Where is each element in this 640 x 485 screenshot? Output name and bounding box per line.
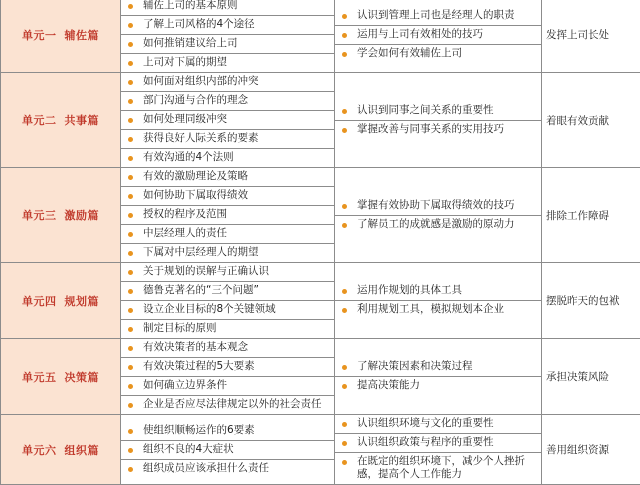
bullet-icon (128, 137, 133, 142)
goal-cell (335, 168, 542, 263)
bullet-icon (128, 467, 133, 472)
content-cell (121, 339, 335, 415)
bullet-icon (128, 118, 133, 123)
goal-list (335, 102, 541, 139)
unit-name: 规划篇 (64, 295, 101, 308)
content-item (121, 358, 334, 377)
content-text: 德鲁克著名的“三个问题” (143, 284, 259, 296)
unit-row (1, 339, 640, 415)
content-list (121, 263, 334, 338)
goal-item (335, 377, 541, 395)
unit-name: 组织篇 (64, 444, 101, 457)
content-item (121, 111, 334, 130)
content-item (121, 377, 334, 396)
content-text: 有效决策过程的5大要素 (143, 360, 255, 372)
unit-label-cell (1, 73, 121, 168)
outcome-cell: 摆脱昨天的包袱 (542, 263, 640, 339)
unit-name: 辅佐篇 (64, 29, 101, 42)
content-text: 下属对中层经理人的期望 (143, 246, 259, 258)
content-item (121, 206, 334, 225)
content-item (121, 301, 334, 320)
bullet-icon (128, 346, 133, 351)
bullet-icon (128, 156, 133, 161)
bullet-icon (342, 460, 347, 465)
unit-label-cell (1, 415, 121, 485)
goal-item (335, 216, 541, 234)
bullet-icon (342, 422, 347, 427)
goal-text: 学会如何有效辅佐上司 (357, 47, 462, 59)
goal-item (335, 26, 541, 45)
bullet-icon (342, 289, 347, 294)
content-cell (121, 73, 335, 168)
goal-list (335, 7, 541, 63)
content-cell (121, 168, 335, 263)
goal-text: 在既定的组织环境下，减少个人挫折感，提高个人工作能力 (357, 455, 525, 480)
unit-number: 单元四 (21, 295, 58, 308)
goal-item (335, 301, 541, 319)
goal-text: 认识组织政策与程序的重要性 (357, 436, 494, 448)
content-text: 制定目标的原则 (143, 322, 217, 334)
goal-item (335, 197, 541, 216)
goal-text: 利用规划工具，模拟规划本企业 (357, 303, 504, 315)
content-text: 如何推销建议给上司 (143, 37, 238, 49)
bullet-icon (342, 204, 347, 209)
content-text: 使组织顺畅运作的6要素 (143, 424, 255, 436)
content-item (121, 244, 334, 262)
unit-label-cell (1, 263, 121, 339)
content-item (121, 225, 334, 244)
goal-text: 运用与上司有效相处的技巧 (357, 28, 483, 40)
goal-list (335, 358, 541, 395)
goal-item (335, 45, 541, 63)
content-item (121, 149, 334, 167)
content-item (121, 263, 334, 282)
unit-number: 单元一 (21, 29, 58, 42)
goal-text: 掌握有效协助下属取得绩效的技巧 (357, 199, 515, 211)
content-text: 关于规划的误解与正确认识 (143, 265, 269, 277)
outcome-cell: 承担决策风险 (542, 339, 640, 415)
content-text: 如何面对组织内部的冲突 (143, 75, 259, 87)
outcome-cell: 排除工作障碍 (542, 168, 640, 263)
content-item (121, 422, 334, 441)
content-text: 部门沟通与合作的理念 (143, 94, 248, 106)
outcome-cell: 发挥上司长处 (542, 0, 640, 73)
goal-text: 掌握改善与同事关系的实用技巧 (357, 123, 504, 135)
goal-list (335, 197, 541, 234)
unit-name: 共事篇 (64, 114, 101, 127)
content-text: 获得良好人际关系的要素 (143, 132, 259, 144)
outcome-cell: 善用组织资源 (542, 415, 640, 485)
goal-cell (335, 73, 542, 168)
bullet-icon (342, 52, 347, 57)
content-item (121, 130, 334, 149)
goal-list (335, 415, 541, 484)
content-item (121, 460, 334, 478)
bullet-icon (128, 384, 133, 389)
goal-text: 认识到管理上司也是经理人的职责 (357, 9, 515, 21)
unit-label-cell (1, 0, 121, 73)
goal-cell (335, 263, 542, 339)
content-item (121, 282, 334, 301)
goal-cell (335, 339, 542, 415)
content-item (121, 35, 334, 54)
bullet-icon (128, 365, 133, 370)
unit-row (1, 168, 640, 263)
bullet-icon (128, 99, 133, 104)
content-list (121, 0, 334, 72)
unit-number: 单元三 (21, 209, 58, 222)
unit-row (1, 263, 640, 339)
unit-number: 单元六 (21, 444, 58, 457)
bullet-icon (342, 308, 347, 313)
content-text: 了解上司风格的4个途径 (143, 18, 255, 30)
content-text: 企业是否应尽法律规定以外的社会责任 (143, 398, 322, 410)
goal-cell (335, 0, 542, 73)
goal-text: 了解决策因素和决策过程 (357, 360, 473, 372)
goal-item (335, 434, 541, 453)
content-cell (121, 0, 335, 73)
outcome-cell: 着眼有效贡献 (542, 73, 640, 168)
bullet-icon (128, 213, 133, 218)
bullet-icon (342, 33, 347, 38)
content-text: 授权的程序及范围 (143, 208, 227, 220)
goal-text: 认识到同事之间关系的重要性 (357, 104, 494, 116)
goal-item (335, 121, 541, 139)
content-item (121, 320, 334, 338)
content-item (121, 54, 334, 72)
goal-text: 了解员工的成就感是激励的原动力 (357, 218, 515, 230)
goal-item (335, 7, 541, 26)
bullet-icon (128, 4, 133, 9)
unit-number: 单元五 (21, 371, 58, 384)
unit-row (1, 0, 640, 73)
content-item (121, 73, 334, 92)
bullet-icon (128, 270, 133, 275)
content-text: 上司对下属的期望 (143, 56, 227, 68)
unit-number: 单元二 (21, 114, 58, 127)
unit-label-cell (1, 339, 121, 415)
content-item (121, 396, 334, 414)
content-cell (121, 263, 335, 339)
content-text: 如何确立边界条件 (143, 379, 227, 391)
goal-list (335, 282, 541, 319)
content-text: 中层经理人的责任 (143, 227, 227, 239)
bullet-icon (128, 61, 133, 66)
bullet-icon (128, 175, 133, 180)
bullet-icon (342, 441, 347, 446)
bullet-icon (342, 128, 347, 133)
bullet-icon (342, 109, 347, 114)
bullet-icon (128, 194, 133, 199)
unit-name: 决策篇 (64, 371, 101, 384)
bullet-icon (128, 327, 133, 332)
goal-cell (335, 415, 542, 485)
bullet-icon (128, 232, 133, 237)
content-text: 组织不良的4大症状 (143, 443, 234, 455)
bullet-icon (342, 365, 347, 370)
content-text: 如何处理同级冲突 (143, 113, 227, 125)
goal-text: 运用作规划的具体工具 (357, 284, 462, 296)
content-list (121, 339, 334, 414)
goal-item (335, 453, 541, 484)
bullet-icon (128, 403, 133, 408)
content-item (121, 0, 334, 16)
goal-item (335, 358, 541, 377)
unit-row (1, 415, 640, 485)
bullet-icon (128, 308, 133, 313)
content-text: 有效的激励理论及策略 (143, 170, 248, 182)
unit-label-cell (1, 168, 121, 263)
unit-row (1, 73, 640, 168)
goal-item (335, 102, 541, 121)
bullet-icon (342, 223, 347, 228)
content-text: 如何协助下属取得绩效 (143, 189, 248, 201)
bullet-icon (342, 384, 347, 389)
bullet-icon (128, 429, 133, 434)
content-list (121, 73, 334, 167)
goal-item (335, 415, 541, 434)
content-item (121, 187, 334, 206)
content-item (121, 441, 334, 460)
content-cell (121, 415, 335, 485)
content-text: 有效决策者的基本观念 (143, 341, 248, 353)
table-body (1, 0, 640, 485)
bullet-icon (128, 80, 133, 85)
content-text: 辅佐上司的基本原则 (143, 0, 238, 11)
content-text: 设立企业目标的8个关键领域 (143, 303, 276, 315)
content-text: 组织成员应该承担什么责任 (143, 462, 269, 474)
content-item (121, 92, 334, 111)
goal-item (335, 282, 541, 301)
unit-name: 激励篇 (64, 209, 101, 222)
goal-text: 认识组织环境与文化的重要性 (357, 417, 494, 429)
content-list (121, 422, 334, 478)
bullet-icon (128, 23, 133, 28)
bullet-icon (128, 289, 133, 294)
goal-text: 提高决策能力 (357, 379, 420, 391)
bullet-icon (128, 42, 133, 47)
bullet-icon (128, 448, 133, 453)
content-item (121, 16, 334, 35)
bullet-icon (342, 14, 347, 19)
content-list (121, 168, 334, 262)
content-text: 有效沟通的4个法则 (143, 151, 234, 163)
bullet-icon (128, 251, 133, 256)
content-item (121, 168, 334, 187)
content-item (121, 339, 334, 358)
